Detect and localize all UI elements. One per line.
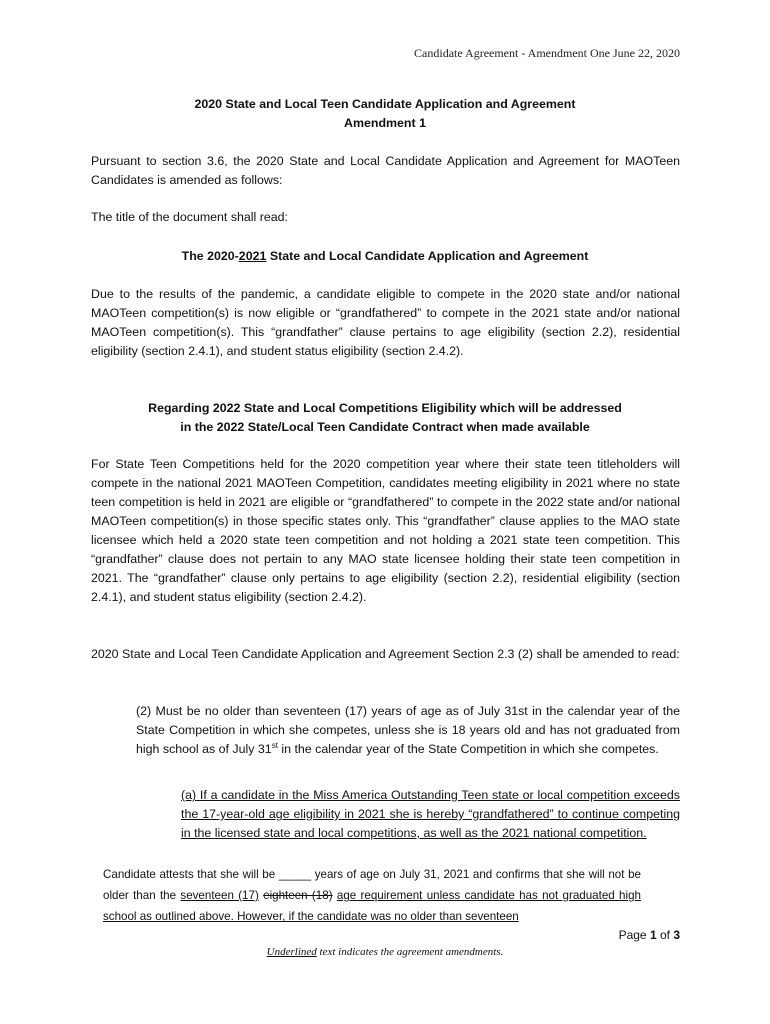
state-teen-paragraph: For State Teen Competitions held for the 2020 competition year where their state teen titleholders will compete in the national 2021 MAOTeen Competition, candidates meeting eligibility in 2021 where no state teen competition is held in 2021 are eligible or “grandfathered” to compete in the 2022 state and/or national MAOTeen competition(s) in those specific states only. This “grandfather” clause applies to the MAO state licensee which held a 2020 state teen competition and not holding a 2021 state teen competition. This “grandfather” clause does not pertain to any MAO state licensee holding their state teen competition in 2021. The “grandfather” clause only pertains to age eligibility (section 2.2), residential eligibility (section 2.4.1), and student status eligibility (section 2.4.2). [91,457,680,604]
attestation-underlined-text: age requirement unless candidate has not graduated high school as outlined above. However, if the candidate was no older than seventeen [103,889,641,923]
regarding-heading-line1: Regarding 2022 State and Local Competitions Eligibility which will be addressed [148,401,622,415]
document-subtitle: Amendment 1 [344,116,426,130]
page-number [619,928,680,942]
page-of: of [656,928,674,942]
clause-2-text-end: in the calendar year of the State Competition in which she competes. [277,742,659,756]
page-total: 3 [673,928,680,942]
footer-text: text indicates the agreement amendments. [316,946,504,958]
intro-paragraph: Pursuant to section 3.6, the 2020 State and Local Candidate Application and Agreement for MAOTeen Candidates is amended as follows: [91,154,680,187]
footer-note [0,946,770,958]
attestation-underlined-age: seventeen (17) [180,889,259,902]
document-title: 2020 State and Local Teen Candidate Application and Agreement [194,97,576,111]
clause-2-text: (2) Must be no older than seventeen (17) years of age as of July 31st in the calendar year of the State Competition in which she competes, unless she is 18 years old and has not graduated from high school as of July 31 [136,704,680,756]
attestation-paragraph [103,864,641,927]
attestation-text: Candidate attests that she will be _____ years of age on July 31, 2021 and confirms that she will not be older than the [103,868,641,902]
section-amend-paragraph: 2020 State and Local Teen Candidate Application and Agreement Section 2.3 (2) shall be amended to read: [91,647,680,661]
clause-2-superscript: st [271,740,278,750]
clause-a: (a) If a candidate in the Miss America Outstanding Teen state or local competition exceeds the 17-year-old age eligibility in 2021 she is hereby “grandfathered” to continue competing in the licensed state and local competitions, as well as the 2021 national competition. [181,788,680,840]
pandemic-paragraph: Due to the results of the pandemic, a candidate eligible to compete in the 2020 state and/or national MAOTeen competition(s) is now eligible or “grandfathered” to compete in the 2021 state and/or national MAOTeen competition(s). This “grandfather” clause pertains to age eligibility (section 2.2), residential eligibility (section 2.4.1), and student status eligibility (section 2.4.2). [91,287,680,358]
footer-underlined: Underlined [266,946,317,958]
new-title-prefix: The 2020- [181,249,239,263]
page-current: 1 [649,928,657,942]
new-title-suffix: State and Local Candidate Application and Agreement [266,249,589,263]
new-title [0,247,770,266]
attestation-struck-age: eighteen (18) [263,889,333,902]
regarding-heading-line2: in the 2022 State/Local Teen Candidate Contract when made available [180,420,590,434]
new-title-year: 2021 [238,249,267,263]
running-header: Candidate Agreement - Amendment One June 22, 2020 [414,46,680,60]
page-label: Page [618,928,650,942]
clause-2 [136,702,680,759]
title-statement: The title of the document shall read: [91,210,288,224]
